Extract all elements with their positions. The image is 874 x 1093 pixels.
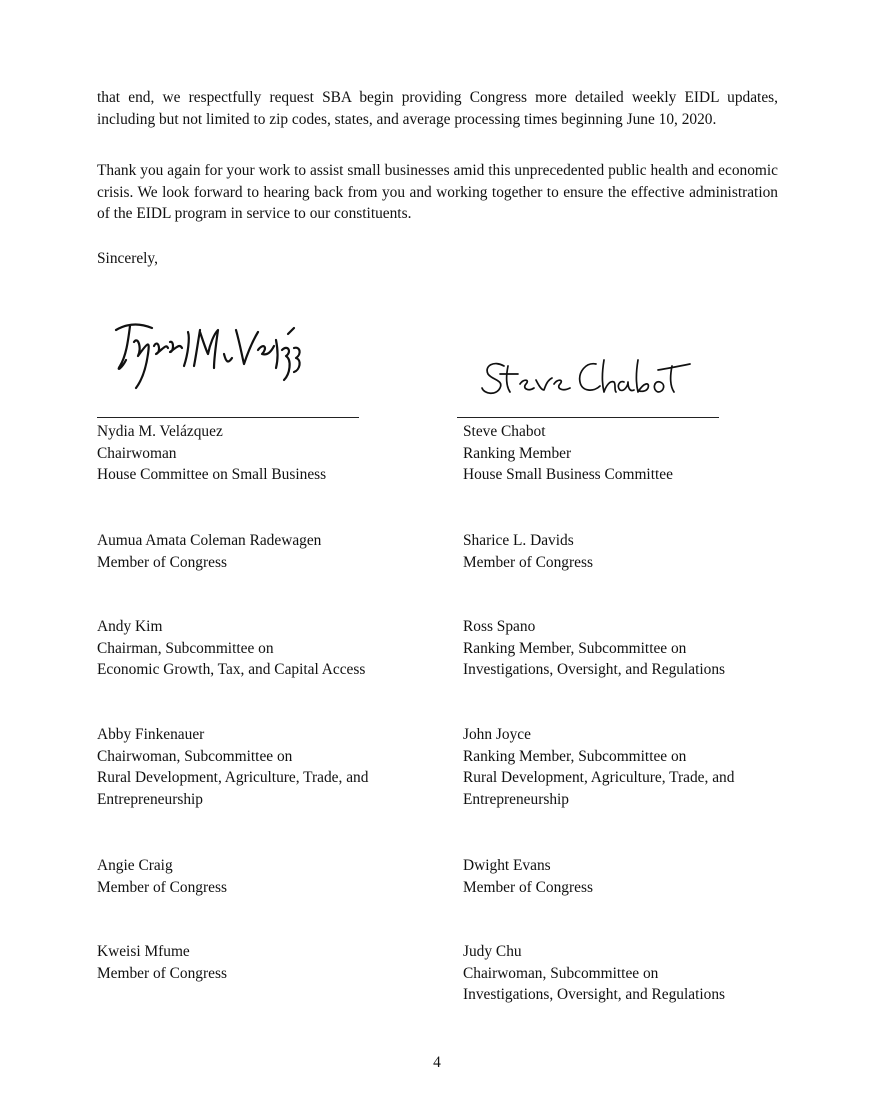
- signatory-title: Member of Congress: [463, 553, 593, 571]
- signatory-title: Economic Growth, Tax, and Capital Access: [97, 661, 366, 679]
- signatory-title: Ranking Member, Subcommittee on: [463, 639, 687, 657]
- signatory-block: [97, 855, 227, 898]
- signatory-title: Member of Congress: [97, 553, 227, 571]
- signatory-title: Investigations, Oversight, and Regulations: [463, 986, 726, 1004]
- signatory-name: Nydia M. Velázquez: [97, 423, 223, 440]
- signatory-block: [97, 616, 365, 681]
- signatory-block: [97, 530, 321, 573]
- signatory-title: Member of Congress: [97, 964, 227, 982]
- page-number: 4: [433, 1054, 441, 1071]
- signatory-title: Ranking Member: [463, 444, 572, 462]
- signature-line-right: [457, 417, 719, 418]
- signatory-block: [463, 855, 593, 898]
- signatory-title: Chairwoman: [97, 444, 177, 462]
- signatory-block: [463, 616, 725, 681]
- signatory-name: Sharice L. Davids: [463, 532, 574, 549]
- signatory-block: [97, 724, 368, 811]
- signatory-name: John Joyce: [463, 726, 531, 743]
- signatory-block: [97, 421, 326, 486]
- signatory-name: Judy Chu: [463, 943, 522, 960]
- signatory-name: Ross Spano: [463, 618, 536, 635]
- signatory-block: [463, 724, 734, 811]
- paragraph-thanks: Thank you again for your work to assist small businesses amid this unprecedented public health and economic crisis. We look forward to hearing back from you and working together to ensure the effective administration of the EIDL program in service to our constituents.: [97, 162, 778, 222]
- signatory-name: Steve Chabot: [463, 423, 546, 440]
- signatory-title: Chairwoman, Subcommittee on: [463, 964, 659, 982]
- signatory-title: Chairman, Subcommittee on: [97, 639, 274, 657]
- signatory-name: Kweisi Mfume: [97, 943, 190, 960]
- signatory-name: Andy Kim: [97, 618, 163, 635]
- signatory-title: Member of Congress: [463, 878, 593, 896]
- signatory-title: Entrepreneurship: [97, 791, 203, 809]
- signatory-title: Entrepreneurship: [463, 791, 569, 809]
- signature-line-left: [97, 417, 359, 418]
- paragraph-request: that end, we respectfully request SBA begin providing Congress more detailed weekly EIDL updates, including but not limited to zip codes, states, and average processing times beginning June 10, 2020.: [97, 89, 778, 128]
- signatory-block: [463, 421, 673, 486]
- signatory-title: Chairwoman, Subcommittee on: [97, 747, 293, 765]
- signatory-block: [463, 941, 725, 1006]
- signatory-block: [463, 530, 593, 573]
- signatory-title: House Committee on Small Business: [97, 466, 327, 484]
- signatory-title: Investigations, Oversight, and Regulations: [463, 661, 726, 679]
- signatory-name: Aumua Amata Coleman Radewagen: [97, 532, 322, 549]
- signatory-title: House Small Business Committee: [463, 466, 673, 484]
- signature-chabot: [478, 352, 692, 402]
- signatory-title: Member of Congress: [97, 878, 227, 896]
- signatory-name: Angie Craig: [97, 857, 173, 874]
- signatory-title: Rural Development, Agriculture, Trade, and: [463, 769, 735, 787]
- signature-velazquez: [108, 308, 308, 394]
- signatory-name: Dwight Evans: [463, 857, 551, 874]
- signatory-title: Rural Development, Agriculture, Trade, and: [97, 769, 369, 787]
- signatory-block: [97, 941, 227, 984]
- closing-salutation: Sincerely,: [97, 250, 158, 267]
- signatory-name: Abby Finkenauer: [97, 726, 205, 743]
- signatory-title: Ranking Member, Subcommittee on: [463, 747, 687, 765]
